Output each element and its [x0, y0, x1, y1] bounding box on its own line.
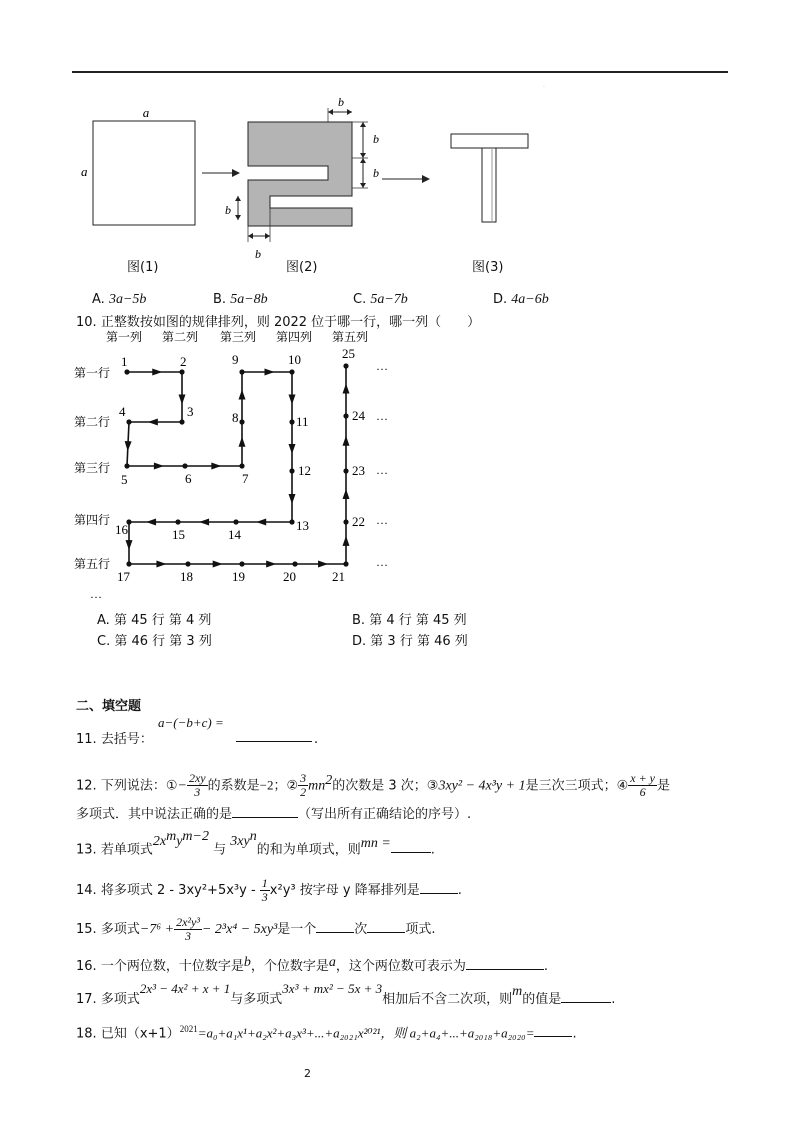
path-arrow: [156, 561, 166, 568]
q15-blank-degree[interactable]: [316, 918, 354, 933]
grid-number: 22: [352, 514, 365, 529]
q9-option-c: C. 5a−7b: [353, 292, 408, 307]
grid-number: 9: [232, 352, 239, 367]
grid-number: 2: [180, 354, 187, 369]
path-arrow: [146, 519, 156, 526]
path-arrow: [265, 369, 275, 376]
path-arrow: [199, 519, 209, 526]
grid-dot: [289, 519, 294, 524]
q12-answer-blank[interactable]: [232, 803, 298, 818]
row-header: 第三行: [74, 461, 111, 475]
path-arrow: [125, 441, 132, 451]
svg-text:b: b: [373, 166, 379, 180]
q18: 18. 已知$(x+1)^{2021}=a_0+a_1x^1+a_2x^2+a_3x^3+...+a_{2021}x^{2021}$，则 a₂+a₄+...+a₂₀₁₈+a₂₀₂₀= .: [76, 1024, 577, 1042]
path-arrow: [343, 436, 350, 446]
grid-dot: [185, 561, 190, 566]
grid-dot: [343, 561, 348, 566]
q11-answer-blank[interactable]: [236, 727, 312, 742]
grid-number: 19: [232, 569, 245, 584]
q10-number-grid: [70, 326, 400, 602]
q10-option-d: D. 第 3 行 第 46 列: [352, 634, 468, 649]
caption-fig1: 图(1): [127, 260, 159, 275]
grid-number: 14: [228, 527, 241, 542]
grid-number: 1: [121, 354, 128, 369]
path-arrow: [266, 561, 276, 568]
q9-option-a: A. 3a−5b: [92, 292, 147, 307]
grid-number: 8: [232, 410, 239, 425]
col-header: 第三列: [220, 330, 257, 344]
grid-dot: [124, 369, 129, 374]
path-arrow: [343, 489, 350, 499]
path-arrow: [126, 540, 133, 550]
section-title: 二、填空题: [76, 699, 142, 714]
path-arrow: [289, 494, 296, 504]
grid-dot: [182, 463, 187, 468]
svg-text:b: b: [225, 203, 231, 217]
q18-answer-blank[interactable]: [534, 1022, 572, 1037]
grid-dot: [292, 561, 297, 566]
q11: 11. 去括号：: [76, 732, 153, 747]
caption-fig2: 图(2): [286, 260, 318, 275]
grid-dot: [239, 419, 244, 424]
grid-dot: [175, 519, 180, 524]
q14-answer-blank[interactable]: [420, 879, 458, 894]
path-arrow: [154, 463, 164, 470]
col-header: 第二列: [162, 330, 199, 344]
q11-expr: a−(−b+c) =: [158, 715, 224, 730]
path-arrow: [239, 390, 246, 400]
row-header: 第二行: [74, 415, 111, 429]
path-arrow: [239, 437, 246, 447]
grid-dot: [233, 519, 238, 524]
grid-number: 15: [172, 527, 185, 542]
q12-line2: 多项式．其中说法正确的是 （写出所有正确结论的序号）.: [76, 803, 471, 824]
q16: 16. 一个两位数，十位数字是b，个位数字是a，这个两位数可表示为 .: [76, 955, 549, 974]
path-arrow: [152, 369, 162, 376]
grid-number: 16: [115, 522, 128, 537]
path-arrow: [148, 419, 158, 426]
grid-dot: [289, 369, 294, 374]
grid-dot: [126, 419, 131, 424]
q10-option-c: C. 第 46 行 第 3 列: [97, 634, 212, 649]
q15-blank-terms[interactable]: [367, 918, 405, 933]
grid-number: 4: [119, 404, 126, 419]
grid-number: 20: [283, 569, 296, 584]
caption-fig3: 图(3): [472, 260, 504, 275]
s-shape: [248, 122, 352, 226]
grid-number: 23: [352, 463, 365, 478]
q10-option-b: B. 第 4 行 第 45 列: [352, 613, 467, 628]
row-header: 第五行: [74, 557, 111, 571]
ellipsis: …: [376, 555, 388, 569]
grid-number: 7: [242, 471, 249, 486]
grid-number: 17: [117, 569, 130, 584]
grid-number: 12: [298, 463, 311, 478]
square-a: [93, 121, 195, 225]
grid-dot: [289, 419, 294, 424]
grid-dot: [289, 468, 294, 473]
path-arrow: [256, 519, 266, 526]
grid-number: 11: [296, 414, 309, 429]
path-arrow: [211, 463, 221, 470]
grid-number: 18: [180, 569, 193, 584]
grid-dot: [343, 413, 348, 418]
grid-dot: [239, 369, 244, 374]
q10-stem: 10. 正整数按如图的规律排列，则 2022 位于哪一行，哪一列（ ）: [76, 315, 481, 330]
q9-option-b: B. 5a−8b: [213, 292, 268, 307]
path-arrow: [289, 444, 296, 454]
grid-dot: [126, 561, 131, 566]
q10-option-a: A. 第 45 行 第 4 列: [97, 613, 212, 628]
ellipsis: …: [90, 587, 102, 601]
grid-number: 10: [288, 352, 301, 367]
ellipsis: …: [376, 409, 388, 423]
t-top: [451, 134, 528, 148]
q9-option-d: D. 4a−6b: [493, 292, 549, 307]
row-header: 第一行: [74, 366, 111, 380]
q15: 15. 多项式−7⁶ + $\frac{\text{2x²y³}}{3}$ − 2³x⁴ − 5xy³是一个 次 项式.: [76, 915, 436, 943]
ellipsis: …: [376, 513, 388, 527]
grid-number: 24: [352, 408, 365, 423]
grid-number: 3: [187, 404, 194, 419]
grid-dot: [179, 419, 184, 424]
q9-figure: [72, 96, 532, 276]
grid-dot: [124, 463, 129, 468]
page-number: 2: [304, 1067, 311, 1080]
path-arrow: [343, 384, 350, 394]
grid-dot: [179, 369, 184, 374]
grid-number: 21: [332, 569, 345, 584]
grid-number: 5: [121, 472, 128, 487]
grid-dot: [343, 519, 348, 524]
grid-dot: [239, 463, 244, 468]
tiny-mark: ·: [543, 84, 545, 91]
q12-line1: 12. 下列说法：①− $\frac{2xy}{3}$ 的系数是−2；② $\frac{3}{2}$ $mn^2$的次数是 3 次；③3xy² − 4x³y + 1是三次三项式；④ $\frac{x + y}{6}$ 是: [76, 771, 671, 800]
col-header: 第一列: [106, 330, 143, 344]
dim-a-left: a: [81, 164, 88, 179]
q14: 14. 将多项式 2 - 3xy²+5x³y - $\frac{1}{3}$ x²y³ 按字母 y 降幂排列是 .: [76, 876, 462, 904]
path-arrow: [343, 536, 350, 546]
path-arrow: [179, 395, 186, 405]
ellipsis: …: [376, 359, 388, 373]
grid-dot: [343, 363, 348, 368]
grid-number: 6: [185, 471, 192, 486]
row-header: 第四行: [74, 513, 111, 527]
q13-answer-blank[interactable]: [391, 838, 431, 853]
grid-number: 13: [296, 518, 309, 533]
grid-number: 25: [342, 346, 355, 361]
path-arrow: [289, 395, 296, 405]
q16-answer-blank[interactable]: [466, 955, 544, 970]
header-rule: [72, 71, 728, 73]
q17: 17. 多项式2x³ − 4x² + x + 1与多项式3x³ + mx² − 5x + 3相加后不含二次项，则m的值是 .: [76, 981, 616, 1007]
ellipsis: …: [376, 463, 388, 477]
svg-text:b: b: [255, 247, 261, 261]
svg-text:b: b: [373, 132, 379, 146]
grid-dot: [239, 561, 244, 566]
path-arrow: [213, 561, 223, 568]
svg-text:b: b: [338, 96, 344, 109]
col-header: 第五列: [332, 330, 369, 344]
col-header: 第四列: [276, 330, 313, 344]
dim-a-top: a: [142, 105, 150, 120]
grid-dot: [343, 468, 348, 473]
path-arrow: [318, 561, 328, 568]
q17-answer-blank[interactable]: [561, 988, 611, 1003]
q13: 13. 若单项式$2x^my^{m-2}$ 与 $3xy^n$的和为单项式，则mn = .: [76, 829, 435, 858]
t-stem: [482, 148, 496, 222]
